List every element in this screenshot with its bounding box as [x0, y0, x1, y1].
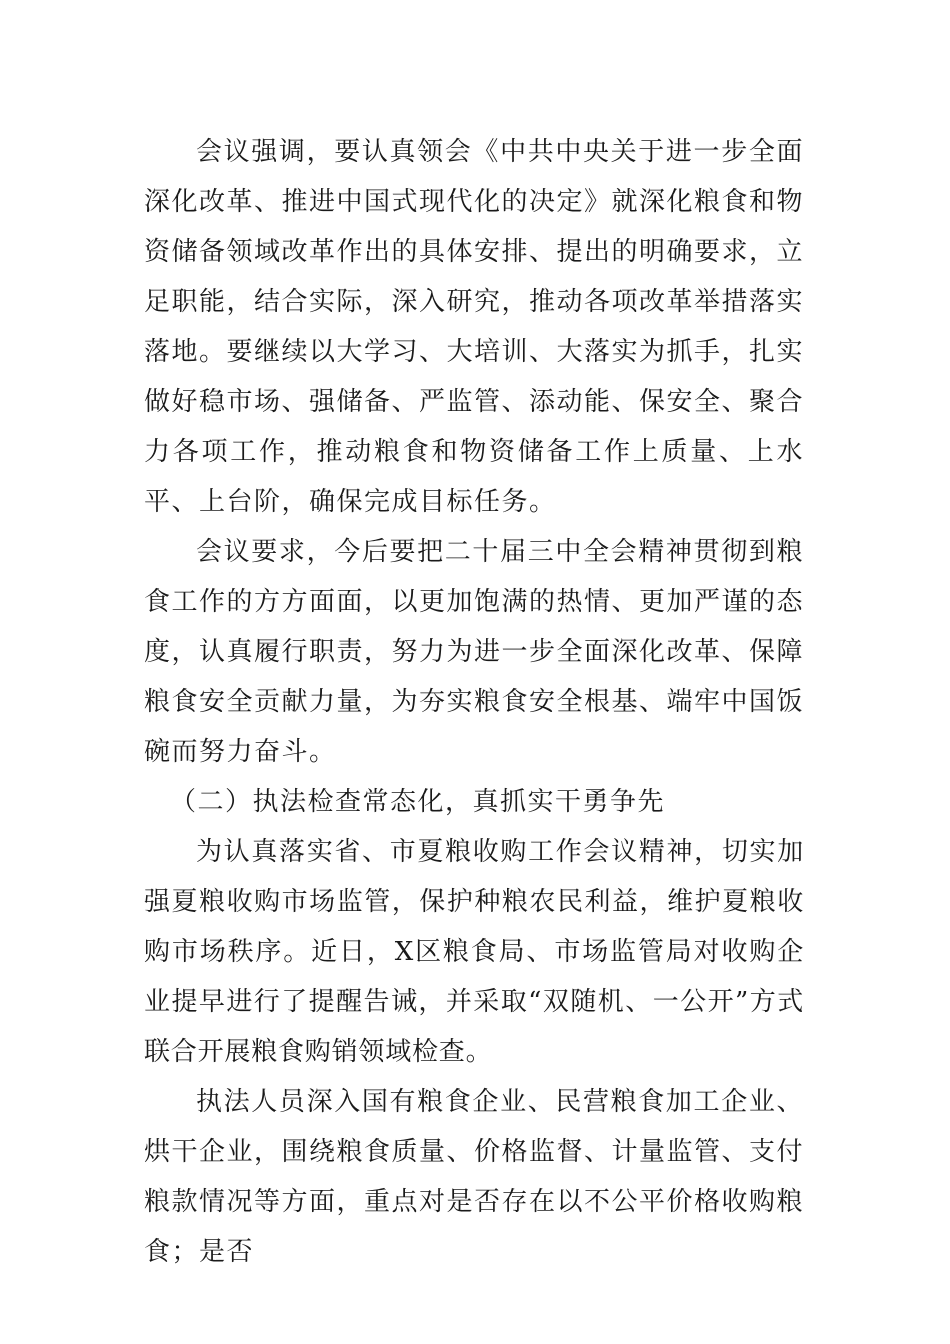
- section-heading: （二）执法检查常态化，真抓实干勇争先: [170, 787, 666, 817]
- paragraph-meeting-emphasis: 会议强调，要认真领会《中共中央关于进一步全面深化改革、推进中国式现代化的决定》就深化粮食和物资储备领域改革作出的具体安排、提出的明确要求，立足职能，结合实际，深入研究，推动各项改革举措落实落地。要继续以大学习、大培训、大落实为抓手，扎实做好稳市场、强储备、严监管、添动能、保安全、聚合力各项工作，推动粮食和物资储备工作上质量、上水平、上台阶，确保完成目标任务。: [144, 137, 805, 517]
- document-body: [144, 127, 804, 1277]
- paragraph-meeting-requirement: 会议要求，今后要把二十届三中全会精神贯彻到粮食工作的方方面面，以更加饱满的热情、更加严谨的态度，认真履行职责，努力为进一步全面深化改革、保障粮食安全贡献力量，为夯实粮食安全根基、端牢中国饭碗而努力奋斗。: [144, 537, 805, 767]
- paragraph-summer-grain-purchase: 为认真落实省、市夏粮收购工作会议精神，切实加强夏粮收购市场监管，保护种粮农民利益，维护夏粮收购市场秩序。近日，X区粮食局、市场监管局对收购企业提早进行了提醒告诫，并采取“双随机、一公开”方式联合开展粮食购销领域检查。: [144, 837, 804, 1067]
- paragraph-law-enforcement: 执法人员深入国有粮食企业、民营粮食加工企业、烘干企业，围绕粮食质量、价格监督、计量监管、支付粮款情况等方面，重点对是否存在以不公平价格收购粮食；是否: [144, 1087, 805, 1267]
